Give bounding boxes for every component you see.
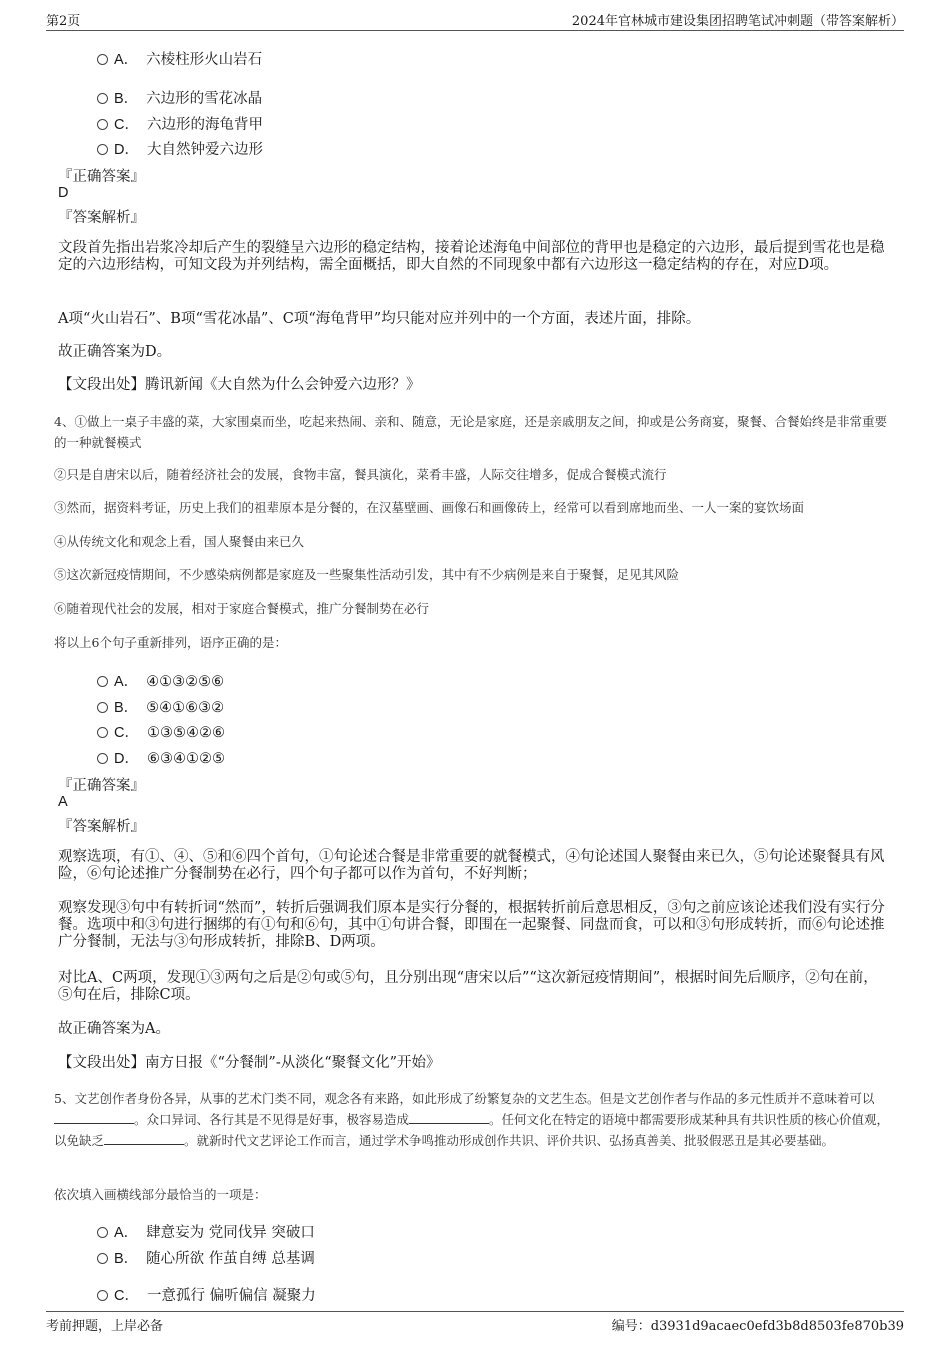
q3-option-c[interactable]: C． 六边形的海龟背甲 (97, 113, 263, 134)
q5-option-a[interactable]: A． 肆意妄为 党同伐异 突破口 (97, 1221, 315, 1242)
q4-analysis-p1: 观察选项，有①、④、⑤和⑥四个首句，①句论述合餐是非常重要的就餐模式，④句论述国人聚餐由来已久，⑤句论述聚餐具有风险，⑥句论述推广分餐制势在必行，四个句子都可以作为首句，不好判断； (58, 849, 885, 882)
q3-source: 【文段出处】腾讯新闻《大自然为什么会钟爱六边形？》 (58, 377, 421, 393)
q4-answer-label: 『正确答案』 (58, 778, 145, 794)
q4-analysis-p4: 故正确答案为A。 (58, 1021, 170, 1037)
q5-blank-3[interactable] (104, 1132, 184, 1145)
q5-blank-2[interactable] (409, 1111, 489, 1124)
radio-icon[interactable] (97, 54, 108, 65)
q5-option-b[interactable]: B． 随心所欲 作茧自缚 总基调 (97, 1247, 315, 1268)
page-header (46, 8, 904, 31)
q4-source: 【文段出处】南方日报《“分餐制”-从淡化“聚餐文化”开始》 (58, 1055, 441, 1071)
q3-option-d[interactable]: D． 大自然钟爱六边形 (97, 138, 263, 159)
q3-option-a[interactable]: A． 六棱柱形火山岩石 (97, 48, 262, 69)
q4-analysis-p2: 观察发现③句中有转折词“然而”，转折后强调我们原本是实行分餐的，根据转折前后意思相反，③句之前应该论述我们没有实行分餐。选项中和③句进行捆绑的有①句和⑥句，其中①句讲合餐，即围在一起聚餐、同盘而食，可以和③句形成转折，而⑥句论述推广分餐制，无法与③句形成转折，排除B、D两项。 (58, 900, 885, 950)
q4-analysis-label: 『答案解析』 (58, 819, 145, 835)
q3-answer-label: 『正确答案』 (58, 169, 145, 185)
q4-option-d[interactable]: D． ⑥③④①②⑤ (97, 747, 225, 768)
q4-option-c[interactable]: C． ①③⑤④②⑥ (97, 721, 225, 742)
q3-answer: D (58, 185, 69, 201)
q3-analysis-p1: 文段首先指出岩浆冷却后产生的裂缝呈六边形的稳定结构，接着论述海龟中间部位的背甲也是稳定的六边形，最后提到雪花也是稳定的六边形结构，可知文段为并列结构，需全面概括，即大自然的不同现象中都有六边形这一稳定结构的存在，对应D项。 (58, 240, 885, 273)
radio-icon[interactable] (97, 119, 108, 130)
q5-stem: 5、文艺创作者身份各异，从事的艺术门类不同，观念各有来路，如此形成了纷繁复杂的文艺生态。但是文艺创作者与作品的多元性质并不意味着可以。众口异词、各行其是不见得是好事，极容易造成 。任何文化在特定的语境中都需要形成某种具有共识性质的核心价值观，以免缺乏 。就新时代文艺评论工作而言，通过学术争鸣推动形成创作共识、评价共识、弘扬真善美、批驳假恶丑是其必要基础。 (54, 1091, 890, 1148)
radio-icon[interactable] (97, 93, 108, 104)
q4-option-b[interactable]: B． ⑤④①⑥③② (97, 696, 224, 717)
q4-prompt: 将以上6个句子重新排列，语序正确的是： (54, 635, 287, 650)
document-id: 编号：d3931d9acaec0efd3b8d8503fe870b39 (611, 1319, 904, 1334)
radio-icon[interactable] (97, 1290, 108, 1301)
q4-sentence-1: 4、①做上一桌子丰盛的菜，大家围桌而坐，吃起来热闹、亲和、随意，无论是家庭，还是亲戚朋友之间，抑或是公务商宴，聚餐、合餐始终是非常重要的一种就餐模式 (54, 414, 887, 450)
radio-icon[interactable] (97, 1253, 108, 1264)
radio-icon[interactable] (97, 702, 108, 713)
q5-prompt: 依次填入画横线部分最恰当的一项是： (54, 1187, 267, 1202)
q3-option-b[interactable]: B． 六边形的雪花冰晶 (97, 87, 262, 108)
q5-option-c[interactable]: C． 一意孤行 偏听偏信 凝聚力 (97, 1284, 316, 1305)
q3-analysis-label: 『答案解析』 (58, 210, 145, 226)
q4-option-a[interactable]: A． ④①③②⑤⑥ (97, 670, 224, 691)
q4-sentence-2: ②只是自唐宋以后，随着经济社会的发展，食物丰富，餐具演化，菜肴丰盛，人际交往增多，促成合餐模式流行 (54, 467, 667, 482)
q4-sentence-3: ③然而，据资料考证，历史上我们的祖辈原本是分餐的，在汉墓壁画、画像石和画像砖上，经常可以看到席地而坐、一人一案的宴饮场面 (54, 500, 805, 515)
q3-analysis-p2: A项“火山岩石”、B项“雪花冰晶”、C项“海龟背甲”均只能对应并列中的一个方面，表述片面，排除。 (58, 311, 701, 327)
q3-analysis-p3: 故正确答案为D。 (58, 344, 172, 360)
radio-icon[interactable] (97, 727, 108, 738)
q4-analysis-p3: 对比A、C两项，发现①③两句之后是②句或⑤句，且分别出现“唐宋以后”“这次新冠疫情期间”，根据时间先后顺序，②句在前，⑤句在后，排除C项。 (58, 970, 878, 1003)
q5-blank-1[interactable] (54, 1111, 134, 1124)
footer-slogan: 考前押题，上岸必备 (46, 1319, 164, 1334)
radio-icon[interactable] (97, 753, 108, 764)
page-footer (46, 1311, 904, 1334)
q4-sentence-5: ⑤这次新冠疫情期间，不少感染病例都是家庭及一些聚集性活动引发，其中有不少病例是来自于聚餐，足见其风险 (54, 567, 680, 582)
q4-answer: A (58, 794, 68, 810)
page-number: 第2页 (46, 14, 81, 29)
radio-icon[interactable] (97, 144, 108, 155)
radio-icon[interactable] (97, 1227, 108, 1238)
radio-icon[interactable] (97, 676, 108, 687)
q4-sentence-4: ④从传统文化和观念上看，国人聚餐由来已久 (54, 534, 305, 549)
q4-sentence-6: ⑥随着现代社会的发展，相对于家庭合餐模式，推广分餐制势在必行 (54, 601, 430, 616)
document-title: 2024年官林城市建设集团招聘笔试冲刺题（带答案解析） (571, 14, 904, 29)
